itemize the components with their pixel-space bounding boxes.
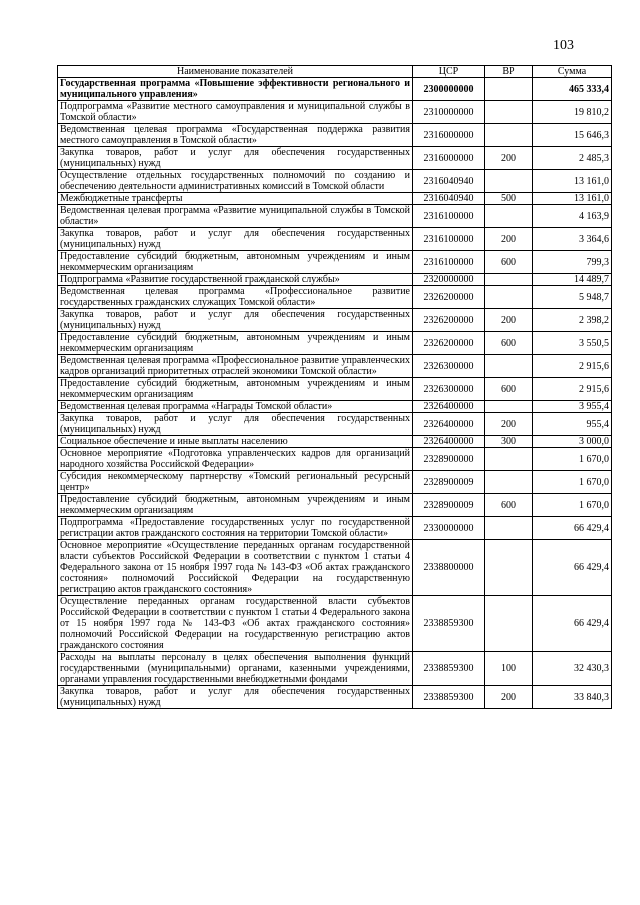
row-name: Закупка товаров, работ и услуг для обеспечения государственных (муниципальных) нужд xyxy=(58,686,413,709)
row-sum: 465 333,4 xyxy=(533,78,612,101)
row-sum: 32 430,3 xyxy=(533,652,612,686)
header-vr: ВР xyxy=(485,66,533,78)
row-sum: 13 161,0 xyxy=(533,170,612,193)
row-vr xyxy=(485,124,533,147)
row-sum: 15 646,3 xyxy=(533,124,612,147)
row-sum: 3 550,5 xyxy=(533,332,612,355)
row-csr: 2326200000 xyxy=(413,309,485,332)
table-row xyxy=(58,517,612,540)
row-vr: 100 xyxy=(485,652,533,686)
row-vr xyxy=(485,78,533,101)
row-vr xyxy=(485,355,533,378)
row-csr: 2338859300 xyxy=(413,686,485,709)
row-csr: 2326400000 xyxy=(413,401,485,413)
row-sum: 4 163,9 xyxy=(533,205,612,228)
row-name: Ведомственная целевая программа «Профессиональное развитие государственных гражданских служащих Томской области» xyxy=(58,286,413,309)
row-csr: 2326200000 xyxy=(413,286,485,309)
row-vr xyxy=(485,401,533,413)
row-vr xyxy=(485,471,533,494)
row-sum: 955,4 xyxy=(533,413,612,436)
row-name: Подпрограмма «Предоставление государственных услуг по государственной регистрации актов гражданского состояния на территории Томской области» xyxy=(58,517,413,540)
table-row xyxy=(58,471,612,494)
table-row xyxy=(58,413,612,436)
row-vr xyxy=(485,274,533,286)
row-vr: 300 xyxy=(485,436,533,448)
row-vr: 600 xyxy=(485,378,533,401)
row-name: Основное мероприятие «Осуществление переданных органам государственной власти субъектов Российской Федерации в соответствии с пунктом 1 статьи 4 Федерального закона от 15 ноября 1997 года № 143-ФЗ «Об актах гражданского состояния» полномочий Российской Федерации на государственную регистрацию актов гражданского состояния» xyxy=(58,540,413,596)
row-sum: 2 915,6 xyxy=(533,355,612,378)
table-row xyxy=(58,448,612,471)
table-row xyxy=(58,251,612,274)
row-csr: 2316040940 xyxy=(413,170,485,193)
row-sum: 2 485,3 xyxy=(533,147,612,170)
row-vr: 600 xyxy=(485,251,533,274)
header-name: Наименование показателей xyxy=(58,66,413,78)
table-row xyxy=(58,378,612,401)
row-csr: 2316100000 xyxy=(413,205,485,228)
table-row xyxy=(58,596,612,652)
header-csr: ЦСР xyxy=(413,66,485,78)
row-csr: 2326200000 xyxy=(413,332,485,355)
row-vr xyxy=(485,596,533,652)
row-vr: 500 xyxy=(485,193,533,205)
table-row xyxy=(58,401,612,413)
table-row xyxy=(58,193,612,205)
table-row xyxy=(58,494,612,517)
row-csr: 2328900009 xyxy=(413,494,485,517)
row-vr xyxy=(485,101,533,124)
row-csr: 2300000000 xyxy=(413,78,485,101)
row-name: Субсидия некоммерческому партнерству «Томский региональный ресурсный центр» xyxy=(58,471,413,494)
row-sum: 3 000,0 xyxy=(533,436,612,448)
table-row xyxy=(58,205,612,228)
header-sum: Сумма xyxy=(533,66,612,78)
row-csr: 2326300000 xyxy=(413,378,485,401)
row-name: Предоставление субсидий бюджетным, автономным учреждениям и иным некоммерческим организациям xyxy=(58,378,413,401)
row-sum: 19 810,2 xyxy=(533,101,612,124)
row-name: Социальное обеспечение и иные выплаты населению xyxy=(58,436,413,448)
row-name: Ведомственная целевая программа «Государственная поддержка развития местного самоуправления в Томской области» xyxy=(58,124,413,147)
row-csr: 2338859300 xyxy=(413,652,485,686)
row-sum: 1 670,0 xyxy=(533,471,612,494)
table-row xyxy=(58,652,612,686)
row-csr: 2328900009 xyxy=(413,471,485,494)
row-vr xyxy=(485,540,533,596)
row-vr: 200 xyxy=(485,686,533,709)
row-csr: 2326300000 xyxy=(413,355,485,378)
row-vr xyxy=(485,205,533,228)
row-sum: 66 429,4 xyxy=(533,596,612,652)
row-csr: 2316040940 xyxy=(413,193,485,205)
row-vr: 200 xyxy=(485,147,533,170)
table-row xyxy=(58,274,612,286)
row-name: Закупка товаров, работ и услуг для обеспечения государственных (муниципальных) нужд xyxy=(58,228,413,251)
row-name: Межбюджетные трансферты xyxy=(58,193,413,205)
row-vr xyxy=(485,286,533,309)
row-sum: 5 948,7 xyxy=(533,286,612,309)
row-name: Расходы на выплаты персоналу в целях обеспечения выполнения функций государственными (муниципальными) органами, казенными учреждениями, органами управления государственными внебюджетными фондами xyxy=(58,652,413,686)
row-name: Подпрограмма «Развитие государственной гражданской службы» xyxy=(58,274,413,286)
row-csr: 2316100000 xyxy=(413,228,485,251)
row-csr: 2338859300 xyxy=(413,596,485,652)
table-body xyxy=(58,78,612,709)
row-name: Осуществление отдельных государственных полномочий по созданию и обеспечению деятельности административных комиссий в Томской области xyxy=(58,170,413,193)
table-row xyxy=(58,124,612,147)
row-name: Основное мероприятие «Подготовка управленческих кадров для организаций народного хозяйства Российской Федерации» xyxy=(58,448,413,471)
row-sum: 13 161,0 xyxy=(533,193,612,205)
row-name: Предоставление субсидий бюджетным, автономным учреждениям и иным некоммерческим организациям xyxy=(58,332,413,355)
row-sum: 3 955,4 xyxy=(533,401,612,413)
row-vr: 200 xyxy=(485,228,533,251)
row-name: Предоставление субсидий бюджетным, автономным учреждениям и иным некоммерческим организациям xyxy=(58,494,413,517)
table-row xyxy=(58,355,612,378)
row-sum: 2 398,2 xyxy=(533,309,612,332)
budget-table xyxy=(57,65,612,709)
row-name: Государственная программа «Повышение эффективности регионального и муниципального управления» xyxy=(58,78,413,101)
table-row xyxy=(58,228,612,251)
table-row xyxy=(58,78,612,101)
table-row xyxy=(58,332,612,355)
row-sum: 1 670,0 xyxy=(533,494,612,517)
table-row xyxy=(58,101,612,124)
row-vr xyxy=(485,517,533,540)
row-sum: 66 429,4 xyxy=(533,517,612,540)
row-sum: 799,3 xyxy=(533,251,612,274)
row-vr: 200 xyxy=(485,413,533,436)
table-row xyxy=(58,286,612,309)
row-name: Ведомственная целевая программа «Награды Томской области» xyxy=(58,401,413,413)
row-name: Осуществление переданных органам государственной власти субъектов Российской Федерации в соответствии с пунктом 1 статьи 4 Федерального закона от 15 ноября 1997 года № 143-ФЗ «Об актах гражданского состояния» полномочий Российской Федерации на государственную регистрацию актов гражданского состояния xyxy=(58,596,413,652)
row-sum: 33 840,3 xyxy=(533,686,612,709)
row-sum: 2 915,6 xyxy=(533,378,612,401)
table-row xyxy=(58,309,612,332)
table-row xyxy=(58,147,612,170)
row-sum: 1 670,0 xyxy=(533,448,612,471)
row-csr: 2330000000 xyxy=(413,517,485,540)
row-csr: 2310000000 xyxy=(413,101,485,124)
page-number: 103 xyxy=(553,38,574,53)
row-csr: 2316100000 xyxy=(413,251,485,274)
row-name: Ведомственная целевая программа «Развитие муниципальной службы в Томской области» xyxy=(58,205,413,228)
row-sum: 66 429,4 xyxy=(533,540,612,596)
row-name: Ведомственная целевая программа «Профессиональное развитие управленческих кадров организаций приоритетных отраслей экономики Томской области» xyxy=(58,355,413,378)
row-csr: 2326400000 xyxy=(413,413,485,436)
row-vr: 200 xyxy=(485,309,533,332)
row-csr: 2320000000 xyxy=(413,274,485,286)
row-csr: 2326400000 xyxy=(413,436,485,448)
row-vr: 600 xyxy=(485,494,533,517)
row-vr xyxy=(485,170,533,193)
row-vr: 600 xyxy=(485,332,533,355)
row-csr: 2316000000 xyxy=(413,147,485,170)
table-row xyxy=(58,436,612,448)
table-row xyxy=(58,170,612,193)
table-row xyxy=(58,540,612,596)
row-csr: 2338800000 xyxy=(413,540,485,596)
table-row xyxy=(58,686,612,709)
table-header-row xyxy=(58,66,612,78)
row-sum: 14 489,7 xyxy=(533,274,612,286)
row-csr: 2328900000 xyxy=(413,448,485,471)
row-name: Закупка товаров, работ и услуг для обеспечения государственных (муниципальных) нужд xyxy=(58,413,413,436)
row-name: Закупка товаров, работ и услуг для обеспечения государственных (муниципальных) нужд xyxy=(58,147,413,170)
row-csr: 2316000000 xyxy=(413,124,485,147)
row-sum: 3 364,6 xyxy=(533,228,612,251)
row-vr xyxy=(485,448,533,471)
row-name: Закупка товаров, работ и услуг для обеспечения государственных (муниципальных) нужд xyxy=(58,309,413,332)
row-name: Подпрограмма «Развитие местного самоуправления и муниципальной службы в Томской области» xyxy=(58,101,413,124)
row-name: Предоставление субсидий бюджетным, автономным учреждениям и иным некоммерческим организациям xyxy=(58,251,413,274)
